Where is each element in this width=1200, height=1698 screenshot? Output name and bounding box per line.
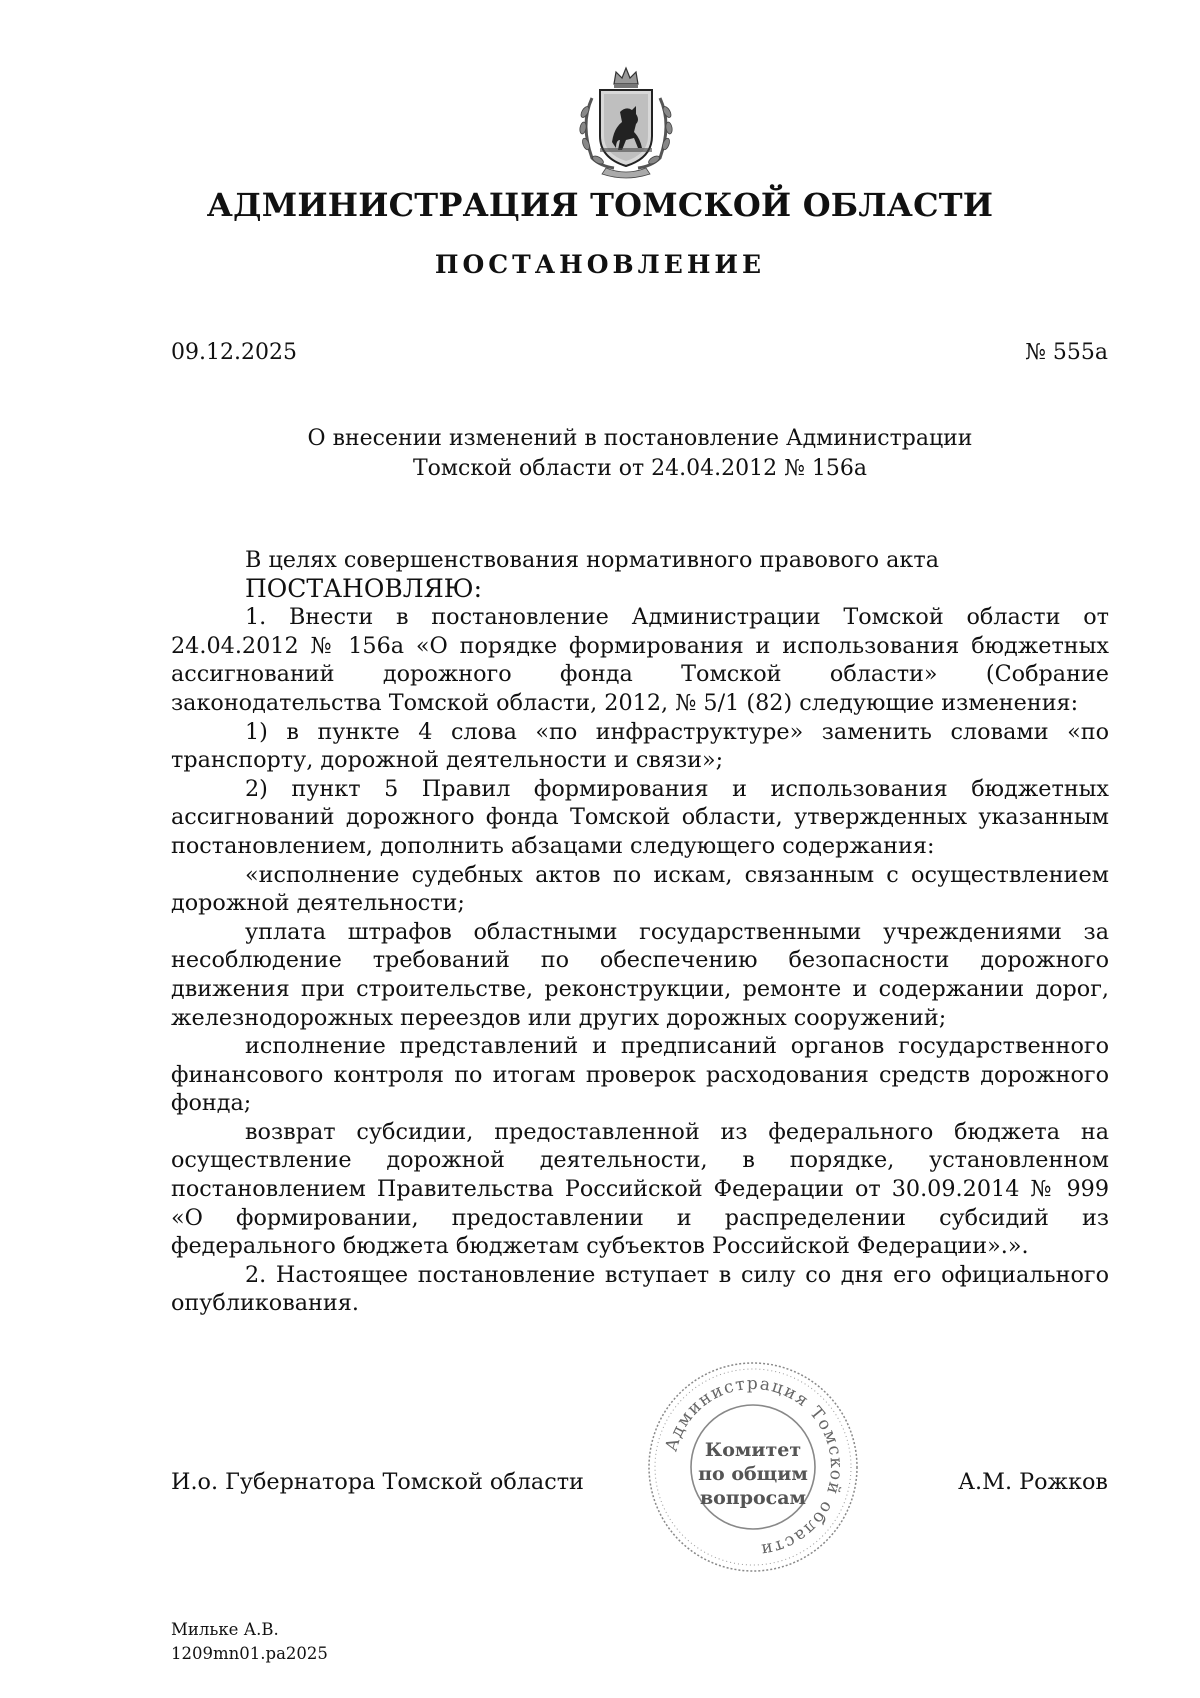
item-2: 2. Настоящее постановление вступает в силу со дня его официального опубликования. [171,1261,1109,1317]
stamp-center-line-3: вопросам [699,1487,807,1509]
added-paragraph-subsidy-refund: возврат субсидии, предоставленной из федерального бюджета на осуществление дорожной деятельности, в порядке, установленном постановлением Правительства Российской Федерации от 30.09.2014 № 999 «О формировании, предоставлении и распределении субсидий из федерального бюджета бюджетам субъектов Российской Федерации».». [171,1118,1109,1260]
added-paragraph-court-acts: «исполнение судебных актов по искам, связанным с осуществлением дорожной деятельности; [171,861,1109,917]
document-footer [171,1618,328,1666]
executor-name: Мильке А.В. [171,1620,279,1639]
official-stamp [646,1360,860,1574]
document-body [171,546,1109,1318]
added-paragraph-fines: уплата штрафов областными государственными учреждениями за несоблюдение требований по обеспечению безопасности дорожного движения при строительстве, реконструкции, ремонте и содержании дорог, железнодорожных переездов или других дорожных сооружений; [171,918,1109,1031]
signatory-position: И.о. Губернатора Томской области [171,1469,584,1495]
document-title [170,424,1110,484]
intro-paragraph: В целях совершенствования нормативного правового акта [245,547,939,573]
added-paragraph-financial-control: исполнение представлений и предписаний органов государственного финансового контроля по итогам проверок расходования средств дорожного фонда; [171,1033,1109,1117]
item-1: 1. Внести в постановление Администрации Томской области от 24.04.2012 № 156а «О порядке формирования и использования бюджетных ассигнований дорожного фонда Томской области» (Собрание законодательства Томской области, 2012, № 5/1 (82) следующие изменения: [171,604,1109,716]
document-type: ПОСТАНОВЛЕНИЕ [434,250,766,279]
item-1-subitem-1: 1) в пункте 4 слова «по инфраструктуре» заменить словами «по транспорту, дорожной деятельности и связи»; [171,718,1109,774]
decree-word: ПОСТАНОВЛЯЮ: [245,573,483,603]
title-line-1: О внесении изменений в постановление Администрации [307,426,973,451]
tomsk-coat-of-arms-icon [570,62,682,180]
title-line-2: Томской области от 24.04.2012 № 156а [412,456,868,481]
document-date: 09.12.2025 [171,340,297,365]
document-number: № 555а [1025,340,1108,365]
stamp-center-line-2: по общим [698,1463,808,1485]
item-1-subitem-2: 2) пункт 5 Правил формирования и использования бюджетных ассигнований дорожного фонда Томской области, утвержденных указанным постановлением, дополнить абзацами следующего содержания: [171,775,1109,859]
file-code: 1209mn01.pa2025 [171,1644,328,1663]
organization-name: АДМИНИСТРАЦИЯ ТОМСКОЙ ОБЛАСТИ [206,186,994,224]
stamp-center-line-1: Комитет [704,1439,802,1461]
stamp-ring-text: Администрация Томской области [661,1373,847,1560]
signatory-name: А.М. Рожков [958,1469,1108,1495]
